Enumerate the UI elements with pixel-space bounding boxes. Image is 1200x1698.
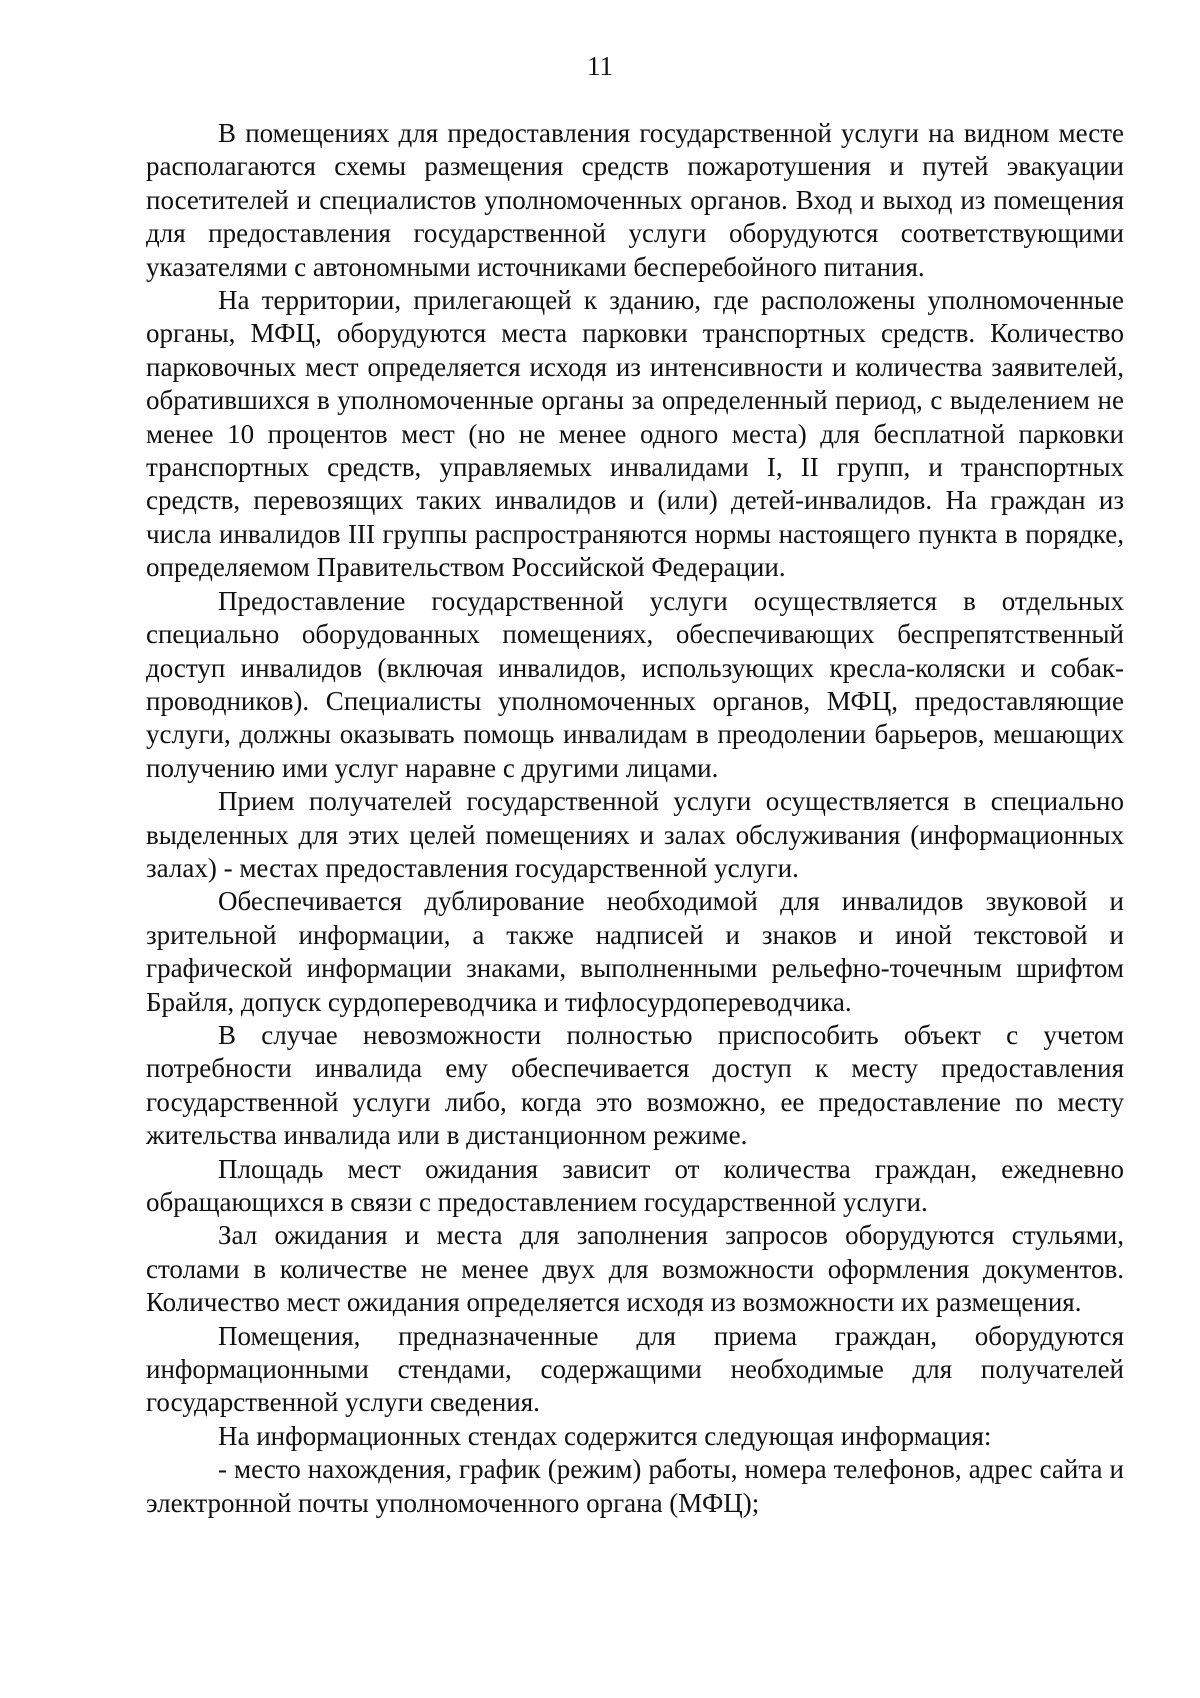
paragraph-reception-halls: Прием получателей государственной услуги осуществляется в специально выделенных для этих целей помещениях и залах обслуживания (информационных залах) - местах предоставления государственной услуги. <box>146 786 1124 883</box>
paragraph-waiting-hall-furniture: Зал ожидания и места для заполнения запросов оборудуются стульями, столами в количестве не менее двух для возможности оформления документов. Количество мест ожидания определяется исходя из возможности их размещения. <box>146 1220 1124 1318</box>
page-number: 11 <box>587 51 613 81</box>
paragraph-remote-service: В случае невозможности полностью приспособить объект с учетом потребности инвалида ему обеспечивается доступ к месту предоставления государственной услуги либо, когда это возможно, ее предоставление по месту жительства инвалида или в дистанционном режиме. <box>146 1019 1124 1151</box>
paragraph-parking: На территории, прилегающей к зданию, где расположены уполномоченные органы, МФЦ, оборудуются места парковки транспортных средств. Количество парковочных мест определяется исходя из интенсивности и количества заявителей, обратившихся в уполномоченные органы за определенный период, с выделением не менее 10 процентов мест (но не менее одного места) для бесплатной парковки транспортных средств, управляемых инвалидами I, II групп, и транспортных средств, перевозящих таких инвалидов и (или) детей-инвалидов. На граждан из числа инвалидов III группы распространяются нормы настоящего пункта в порядке, определяемом Правительством Российской Федерации. <box>146 285 1124 583</box>
paragraph-stand-contents-intro: На информационных стендах содержится следующая информация: <box>218 1420 992 1451</box>
paragraph-accessible-premises: Предоставление государственной услуги осуществляется в отдельных специально оборудованных помещениях, обеспечивающих беспрепятственный доступ инвалидов (включая инвалидов, использующих кресла-коляски и собак-проводников). Специалисты уполномоченных органов, МФЦ, предоставляющие услуги, должны оказывать помощь инвалидам в преодолении барьеров, мешающих получению ими услуг наравне с другими лицами. <box>146 585 1124 783</box>
paragraph-information-stands: Помещения, предназначенные для приема граждан, оборудуются информационными стендами, содержащими необходимые для получателей государственной услуги сведения. <box>146 1320 1124 1418</box>
paragraph-information-duplication: Обеспечивается дублирование необходимой для инвалидов звуковой и зрительной информации, а также надписей и знаков и иной текстовой и графической информации знаками, выполненными рельефно-точечным шрифтом Брайля, допуск сурдопереводчика и тифлосурдопереводчика. <box>146 886 1124 1017</box>
list-item-location-schedule: - место нахождения, график (режим) работы, номера телефонов, адрес сайта и электронной почты уполномоченного органа (МФЦ); <box>146 1454 1124 1518</box>
paragraph-waiting-area-size: Площадь мест ожидания зависит от количества граждан, ежедневно обращающихся в связи с предоставлением государственной услуги. <box>146 1153 1124 1217</box>
paragraph-evacuation-schemes: В помещениях для предоставления государственной услуги на видном месте располагаются схемы размещения средств пожаротушения и путей эвакуации посетителей и специалистов уполномоченных органов. Вход и выход из помещения для предоставления государственной услуги оборудуются соответствующими указателями с автономными источниками бесперебойного питания. <box>146 118 1124 282</box>
document-body <box>146 117 1124 1520</box>
